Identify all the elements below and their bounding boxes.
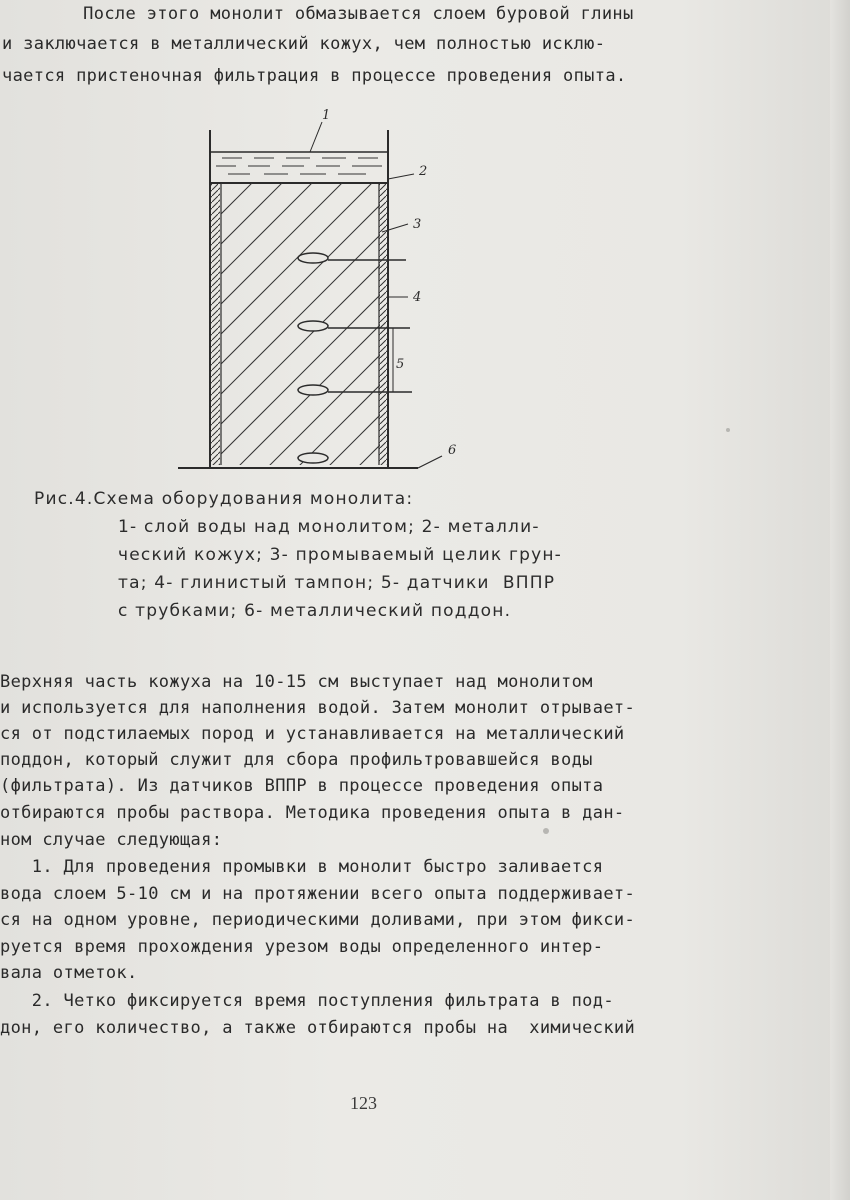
top-text-line-1: После этого монолит обмазывается слоем буровой глины	[62, 4, 634, 24]
top-text-line-3: чается пристеночная фильтрация в процессе проведения опыта.	[2, 66, 627, 86]
body-text-line-8: 1. Для проведения промывки в монолит быстро заливается	[0, 857, 604, 877]
sensor-3	[298, 385, 412, 395]
callout-label-6: 6	[448, 443, 457, 458]
page-edge	[830, 0, 850, 1200]
sensor-4	[298, 453, 328, 463]
sensor-1	[298, 253, 406, 263]
body-text-line-7: ном случае следующая:	[0, 830, 223, 850]
callout-label-3: 3	[413, 217, 422, 232]
body-text-line-14: дон, его количество, а также отбираются пробы на химический	[0, 1018, 636, 1038]
leader-line-1	[310, 122, 322, 152]
body-text-line-12: вала отметок.	[0, 963, 138, 983]
monolith-diagram	[170, 100, 470, 490]
figure-caption-line-4: с трубками; 6- металлический поддон.	[118, 601, 512, 621]
paper-speck	[726, 428, 730, 432]
callout-label-4: 4	[413, 290, 422, 305]
top-text-line-2: и заключается в металлический кожух, чем полностью исклю-	[2, 34, 606, 54]
callout-label-2: 2	[419, 164, 428, 179]
callout-label-5: 5	[396, 357, 405, 372]
callout-label-1: 1	[322, 108, 331, 123]
body-text-line-1: Верхняя часть кожуха на 10-15 см выступает над монолитом	[0, 672, 593, 692]
figure-caption-line-3: та; 4- глинистый тампон; 5- датчики ВППР	[118, 573, 556, 593]
figure-caption-title: Рис.4.Схема оборудования монолита:	[34, 489, 414, 509]
body-text-line-2: и используется для наполнения водой. Затем монолит отрывает-	[0, 698, 636, 718]
water-layer	[210, 152, 388, 174]
body-text-line-5: (фильтрата). Из датчиков ВППР в процессе проведения опыта	[0, 776, 604, 796]
body-text-line-13: 2. Четко фиксируется время поступления фильтрата в под-	[0, 991, 614, 1011]
leader-line-2	[388, 174, 414, 179]
clay-tampon-left	[211, 183, 220, 465]
body-text-line-6: отбираются пробы раствора. Методика проведения опыта в дан-	[0, 803, 625, 823]
body-text-line-4: поддон, который служит для сбора профильтровавшейся воды	[0, 750, 593, 770]
body-text-line-11: руется время прохождения урезом воды определенного интер-	[0, 937, 604, 957]
page-number: 123	[350, 1093, 377, 1113]
body-text-line-9: вода слоем 5-10 см и на протяжении всего опыта поддерживает-	[0, 884, 636, 904]
paper-speck	[543, 828, 549, 834]
body-text-line-10: ся на одном уровне, периодическими доливами, при этом фикси-	[0, 910, 636, 930]
figure-caption-line-1: 1- слой воды над монолитом; 2- металли-	[118, 517, 540, 537]
figure-caption-line-2: ческий кожух; 3- промываемый целик грун-	[118, 545, 563, 565]
body-text-line-3: ся от подстилаемых пород и устанавливается на металлический	[0, 724, 625, 744]
clay-tampon-right	[379, 183, 388, 465]
monolith-diagram-svg	[170, 100, 470, 490]
